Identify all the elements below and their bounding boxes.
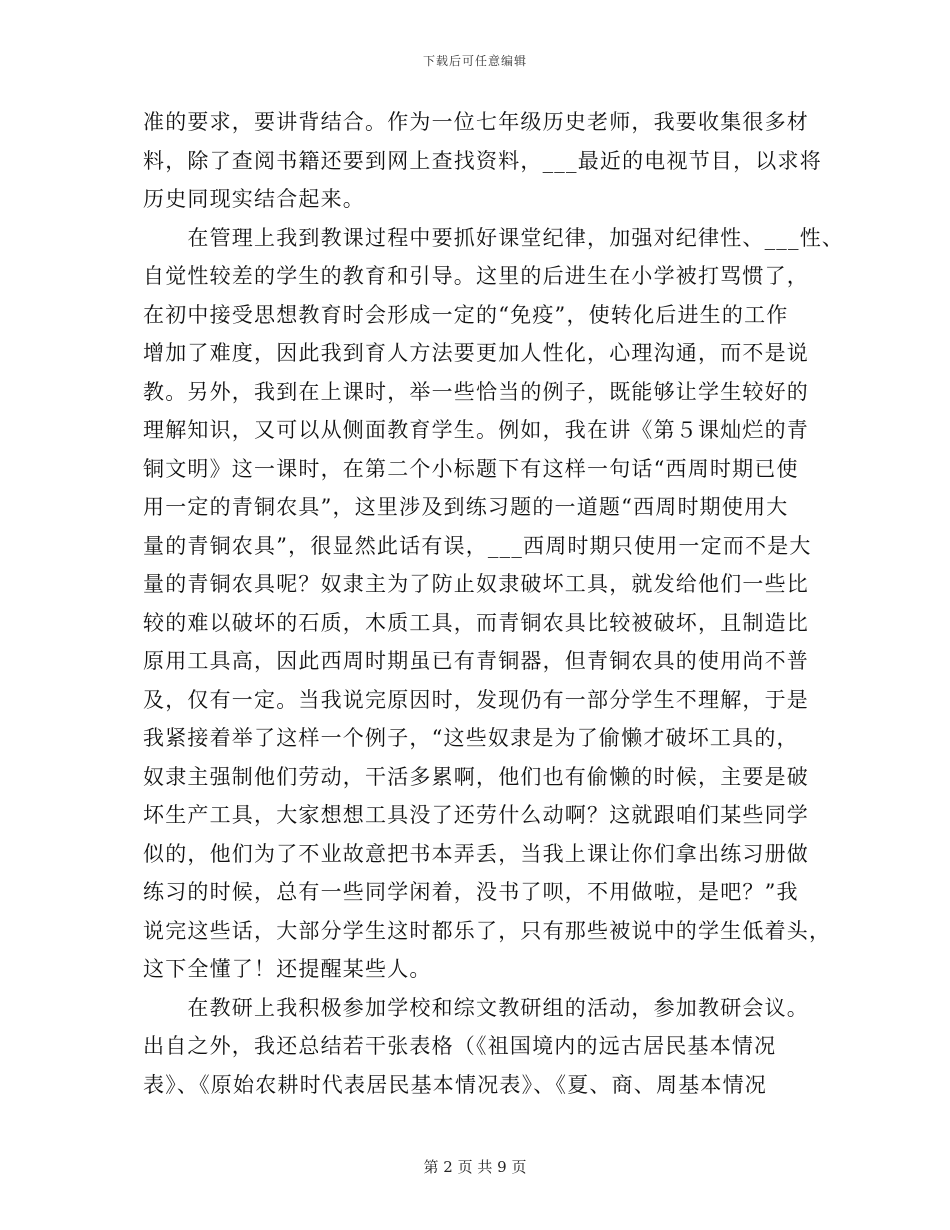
body-line: 历史同现实结合起来。	[143, 187, 365, 211]
body-line: 我紧接着举了这样一个例子，“这些奴隶是为了偷懒才破坏工具的，	[143, 726, 799, 750]
body-line: 坏生产工具，大家想想工具没了还劳什么动啊？这就跟咱们某些同学	[143, 803, 809, 827]
body-line: 准的要求，要讲背结合。作为一位七年级历史老师，我要收集很多材	[143, 110, 809, 134]
body-line: 似的，他们为了不业故意把书本弄丢，当我上课让你们拿出练习册做	[143, 841, 809, 866]
body-line: 量的青铜农具呢？奴隶主为了防止奴隶破坏工具，就发给他们一些比	[143, 572, 809, 596]
body-line: 在管理上我到教课过程中要抓好课堂纪律，加强对纪律性、___性、	[143, 225, 845, 250]
body-line: 表》、《原始农耕时代表居民基本情况表》、《夏、商、周基本情况	[143, 1072, 767, 1097]
body-line: 这下全懂了！还提醒某些人。	[143, 957, 432, 981]
document-body	[143, 103, 845, 1104]
body-line: 增加了难度，因此我到育人方法要更加人性化，心理沟通，而不是说	[143, 341, 809, 365]
body-line: 在初中接受思想教育时会形成一定的“免疫”，使转化后进生的工作	[143, 302, 789, 327]
body-line: 理解知识，又可以从侧面教育学生。例如，我在讲《第５课灿烂的青	[143, 418, 809, 442]
body-line: 原用工具高，因此西周时期虽已有青铜器，但青铜农具的使用尚不普	[143, 649, 809, 673]
body-line: 奴隶主强制他们劳动，干活多累啊，他们也有偷懒的时候，主要是破	[143, 764, 809, 789]
body-line: 用一定的青铜农具”，这里涉及到练习题的一道题“西周时期使用大	[143, 495, 789, 519]
body-line: 及，仅有一定。当我说完原因时，发现仍有一部分学生不理解，于是	[143, 687, 809, 712]
page-header-note: 下载后可任意编辑	[422, 54, 527, 68]
body-line: 在教研上我积极参加学校和综文教研组的活动，参加教研会议。	[143, 995, 809, 1020]
body-line: 铜文明》这一课时，在第二个小标题下有这样一句话“西周时期已使	[143, 456, 799, 481]
body-line: 自觉性较差的学生的教育和引导。这里的后进生在小学被打骂惯了，	[143, 264, 809, 288]
body-line: 说完这些话，大部分学生这时都乐了，只有那些被说中的学生低着头，	[143, 918, 832, 943]
body-line: 教。另外，我到在上课时，举一些恰当的例子，既能够让学生较好的	[143, 379, 809, 404]
page-number: 第 2 页 共 9 页	[423, 1158, 527, 1176]
body-line: 较的难以破坏的石质，木质工具，而青铜农具比较被破坏，且制造比	[143, 610, 809, 635]
body-line: 量的青铜农具”，很显然此话有误，___西周时期只使用一定而不是大	[143, 533, 812, 558]
body-line: 料，除了查阅书籍还要到网上查找资料，___最近的电视节目，以求将	[143, 148, 822, 173]
body-line: 出自之外，我还总结若干张表格（《祖国境内的远古居民基本情况	[143, 1034, 777, 1058]
body-line: 练习的时候，总有一些同学闲着，没书了呗，不用做啦，是吧？”我	[143, 880, 799, 904]
